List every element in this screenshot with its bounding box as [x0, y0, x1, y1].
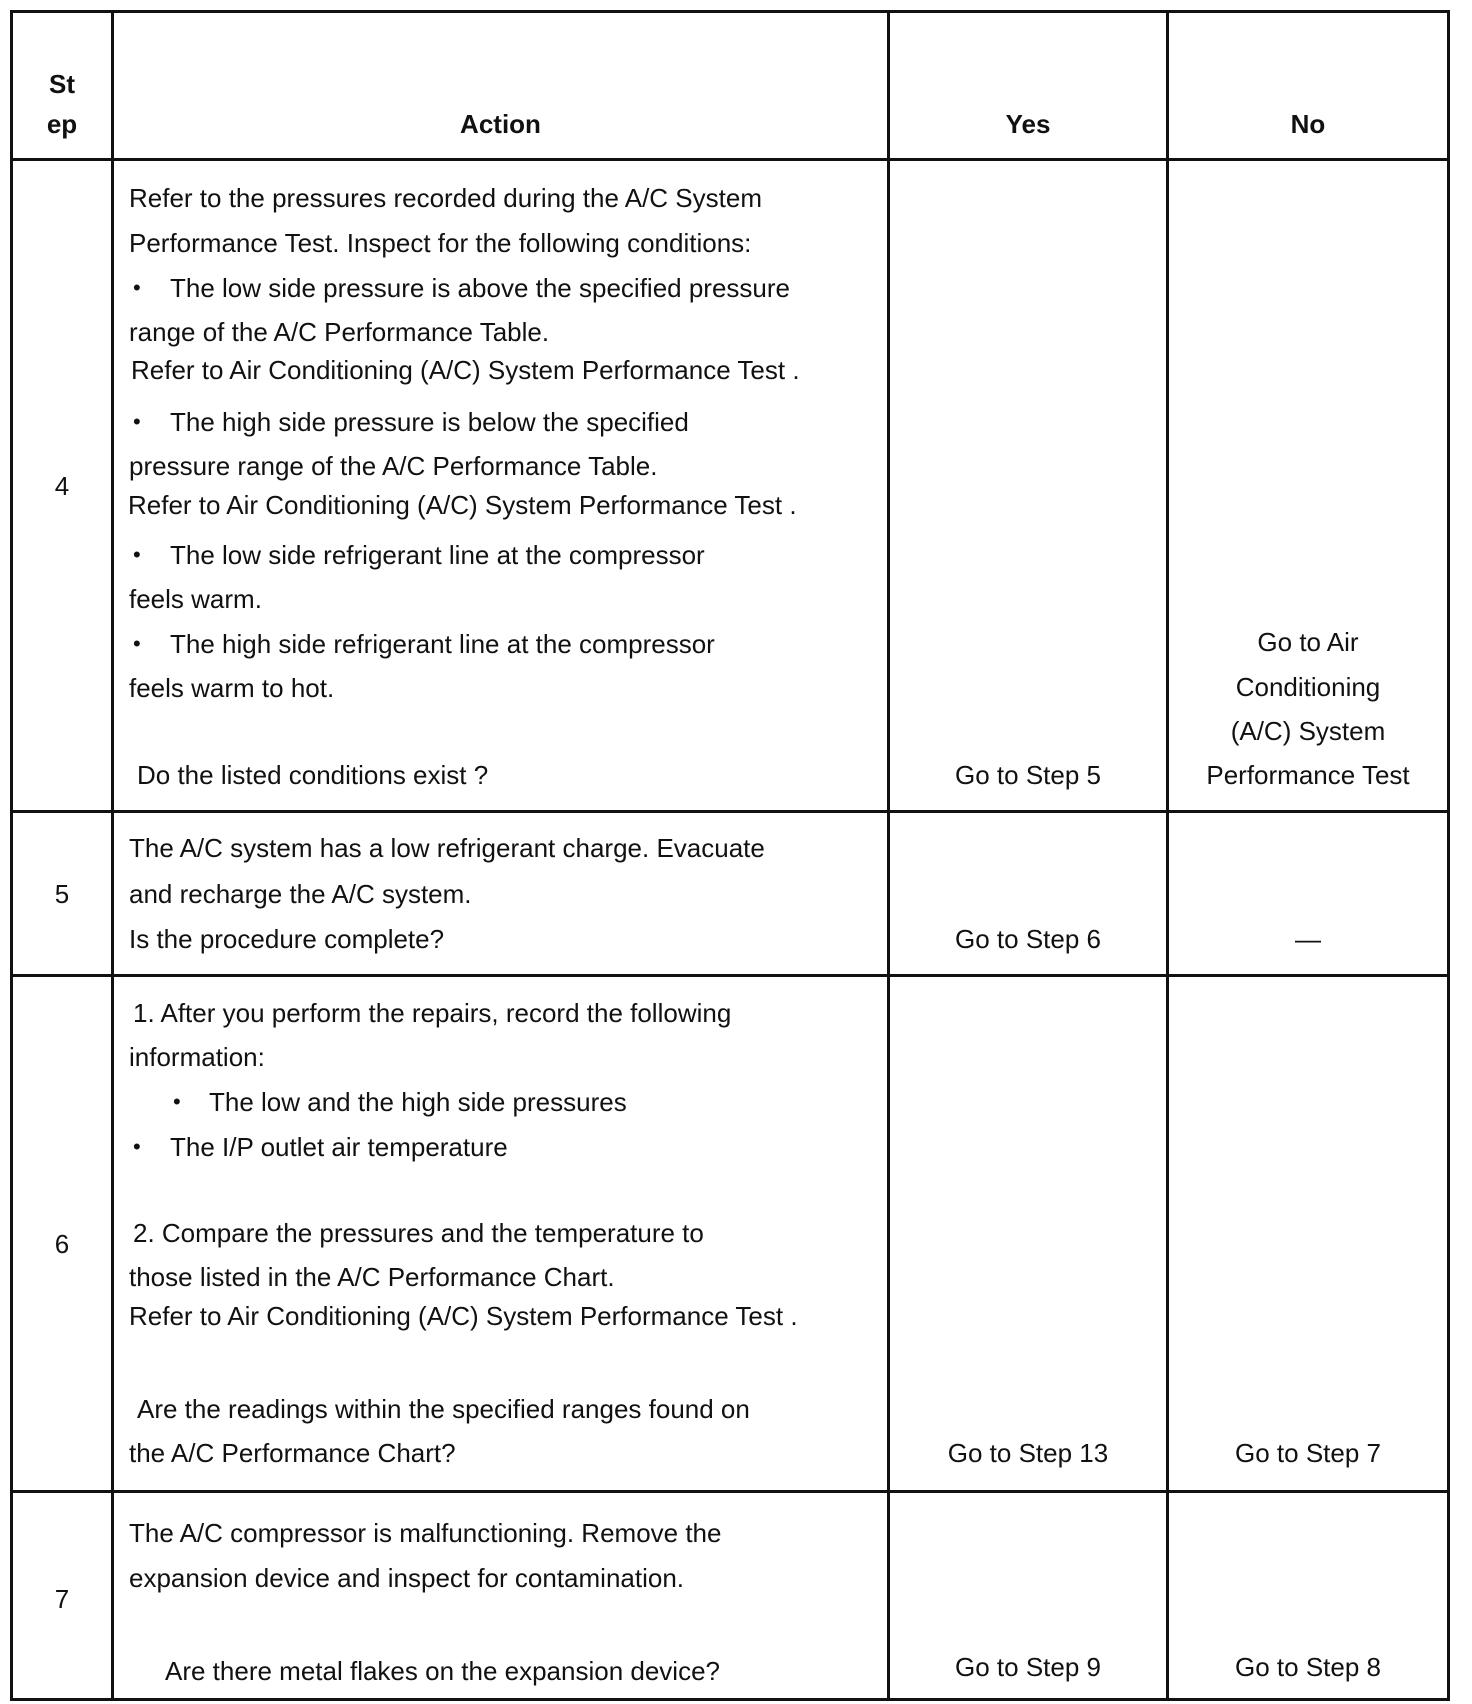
action-line: feels warm. — [129, 584, 262, 614]
action-line: 1. After you perform the repairs, record the following — [133, 998, 732, 1028]
action-line: Refer to the pressures recorded during the A/C System — [129, 183, 762, 213]
action-question: Are the readings within the specified ranges found on — [137, 1394, 750, 1424]
bullet-icon: • — [133, 631, 141, 656]
action-line: The high side pressure is below the specified — [170, 407, 689, 437]
yes-link[interactable]: Go to Step 13 — [947, 1438, 1109, 1468]
header-action: Action — [460, 109, 541, 139]
reference-link[interactable]: Refer to Air Conditioning (A/C) System Performance Test . — [128, 490, 797, 520]
row-divider — [13, 974, 1447, 977]
bullet-icon: • — [133, 542, 141, 567]
action-line: expansion device and inspect for contamination. — [129, 1563, 685, 1593]
no-link[interactable]: Go to Step 7 — [1235, 1438, 1381, 1468]
step-number: 5 — [54, 879, 70, 909]
action-line: The low side pressure is above the specified pressure — [170, 273, 790, 303]
header-step-line2: ep — [46, 109, 78, 139]
action-line: those listed in the A/C Performance Chart. — [129, 1262, 615, 1292]
action-line: The I/P outlet air temperature — [170, 1132, 508, 1162]
bullet-icon: • — [133, 409, 141, 434]
action-line: The low side refrigerant line at the compressor — [170, 540, 705, 570]
action-line: information: — [129, 1042, 265, 1072]
bullet-icon: • — [173, 1089, 181, 1114]
action-line: Performance Test. Inspect for the following conditions: — [129, 228, 752, 258]
action-line: and recharge the A/C system. — [129, 879, 472, 909]
action-line: The low and the high side pressures — [209, 1087, 627, 1117]
bullet-icon: • — [133, 275, 141, 300]
diagnostic-table: St ep Action Yes No 4 Refer to the pressures recorded during the A/C System Performance Test. Inspect for the following conditions: • The low side pressure is above the specified pressure range of the A/C Performance Table. Refer to Air Conditioning (A/C) System Performance Test . • The high side pressure is below the specified pressure range of the A/C Performance Table. Refer to Air Conditioning (A/C) System Performance Test . • The low side refrigerant line at the compressor feels warm. • The high side refrigerant line at the compressor feels warm to hot. Do the listed conditions exist ? Go to Step 5 Go to Air Conditioning (A/C) System Performance Test 5 The A/C system has a low refrigerant charge. Evacuate and recharge the A/C system. Is the procedure complete? Go to Step 6 — 6 1. After you perform the repairs, record the following information: • The low and the high side pressures • The I/P outlet air temperature 2. Compare the pressures and the temperature to those listed in the A/C Performance Chart. Refer to Air Conditioning (A/C) System Performance Test . Are the readings within the specified ranges found on the A/C Performance Chart? Go to Step 13 Go to Step 7 7 The A/C compressor is malfunctioning. Remove the expansion device and inspect for contamination. Are there metal flakes on the expansion device? Go to Step 9 Go to Step 8 — [10, 10, 1450, 1701]
action-line: pressure range of the A/C Performance Table. — [129, 451, 658, 481]
column-divider — [111, 13, 114, 1698]
row-divider — [13, 810, 1447, 813]
row-divider — [13, 158, 1447, 161]
action-line: 2. Compare the pressures and the temperature to — [133, 1218, 704, 1248]
reference-link[interactable]: Refer to Air Conditioning (A/C) System Performance Test . — [131, 355, 800, 385]
action-question: Are there metal flakes on the expansion device? — [165, 1656, 721, 1686]
bullet-icon: • — [133, 1134, 141, 1159]
header-step-line1: St — [49, 69, 75, 99]
no-link[interactable]: Go to Step 8 — [1235, 1652, 1381, 1682]
step-number: 6 — [54, 1229, 70, 1259]
action-line: range of the A/C Performance Table. — [129, 317, 550, 347]
action-line: The high side refrigerant line at the compressor — [170, 629, 715, 659]
reference-link[interactable]: Refer to Air Conditioning (A/C) System Performance Test . — [129, 1301, 798, 1331]
no-value: — — [1295, 924, 1321, 954]
header-yes: Yes — [1005, 109, 1051, 139]
step-number: 4 — [54, 471, 70, 501]
action-question: Do the listed conditions exist ? — [137, 760, 489, 790]
action-line: The A/C compressor is malfunctioning. Remove the — [129, 1518, 722, 1548]
action-question: the A/C Performance Chart? — [129, 1438, 456, 1468]
action-line: feels warm to hot. — [129, 673, 335, 703]
yes-link[interactable]: Go to Step 9 — [955, 1652, 1101, 1682]
yes-link[interactable]: Go to Step 6 — [955, 924, 1101, 954]
row-divider — [13, 1490, 1447, 1493]
yes-link[interactable]: Go to Step 5 — [955, 760, 1101, 790]
step-number: 7 — [54, 1584, 70, 1614]
action-question: Is the procedure complete? — [129, 924, 445, 954]
header-no: No — [1290, 109, 1326, 139]
action-line: The A/C system has a low refrigerant charge. Evacuate — [129, 833, 765, 863]
